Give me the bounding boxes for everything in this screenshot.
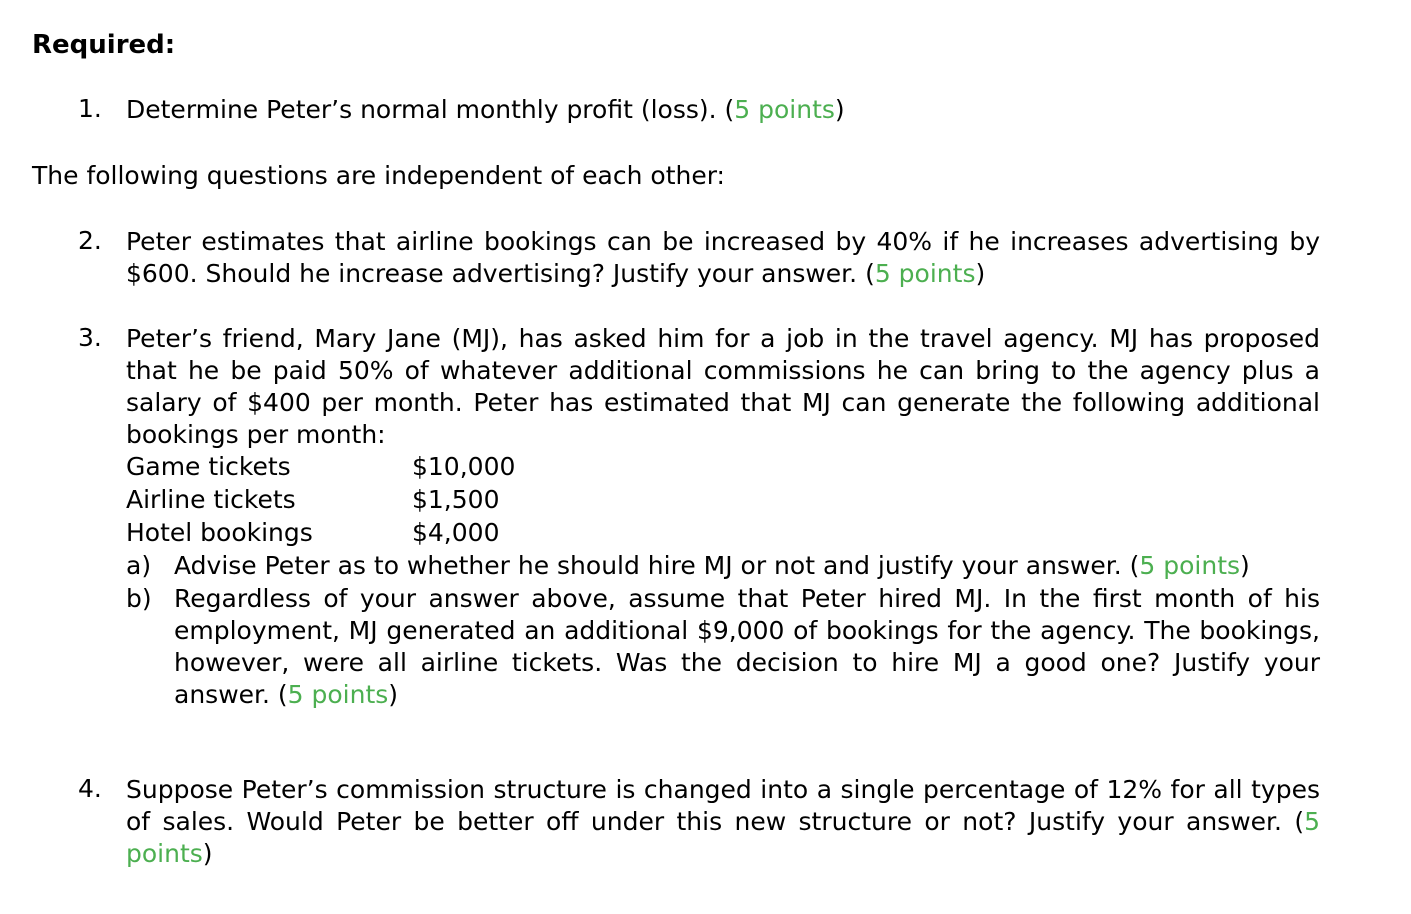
question-2-number: 2. [78, 226, 102, 255]
question-1-number: 1. [78, 94, 102, 123]
booking-value: $10,000 [412, 452, 516, 481]
booking-row [126, 484, 1320, 517]
booking-label: Game tickets [126, 452, 291, 481]
question-2-text: Peter estimates that airline bookings can be increased by 40% if he increases advertising by $600. Should he increase advertising? Justify your answer. (5 points) [126, 227, 1320, 288]
booking-value: $4,000 [412, 518, 500, 547]
question-1-text: Determine Peter’s normal monthly profit (loss). (5 points) [126, 95, 845, 124]
points-label: 5 points [874, 259, 976, 288]
required-heading: Required: [32, 30, 176, 60]
points-label: 5 points [734, 95, 835, 124]
booking-row [126, 517, 1320, 550]
question-3a: a) Advise Peter as to whether he should hire MJ or not and justify your answer. (5 points) [126, 551, 1250, 580]
question-3a-letter: a) [126, 551, 152, 580]
question-3-number: 3. [78, 323, 102, 352]
booking-value: $1,500 [412, 485, 500, 514]
question-3b: b) Regardless of your answer above, assume that Peter hired MJ. In the first month of his employment, MJ generated an additional $9,000 of bookings for the agency. The bookings, however, were all airline tickets. Was the decision to hire MJ a good one? Justify your answer. (5 points) [126, 584, 1320, 709]
points-label: 5 points [126, 807, 1320, 868]
booking-label: Airline tickets [126, 485, 296, 514]
points-label: 5 points [287, 680, 389, 709]
question-3-block [126, 323, 1320, 711]
question-4-number: 4. [78, 774, 102, 803]
booking-row [126, 451, 1320, 484]
points-label: 5 points [1139, 551, 1241, 580]
intro-text: The following questions are independent of each other: [32, 161, 725, 190]
question-4-text: Suppose Peter’s commission structure is changed into a single percentage of 12% for all types of sales. Would Peter be better off under this new structure or not? Justify your answer. (5 points) [126, 775, 1320, 868]
booking-label: Hotel bookings [126, 518, 313, 547]
question-3-text: Peter’s friend, Mary Jane (MJ), has asked him for a job in the travel agency. MJ has proposed that he be paid 50% of whatever additional commissions he can bring to the agency plus a salary of $400 per month. Peter has estimated that MJ can generate the following additional bookings per month: [126, 324, 1320, 449]
question-3b-letter: b) [126, 584, 152, 613]
